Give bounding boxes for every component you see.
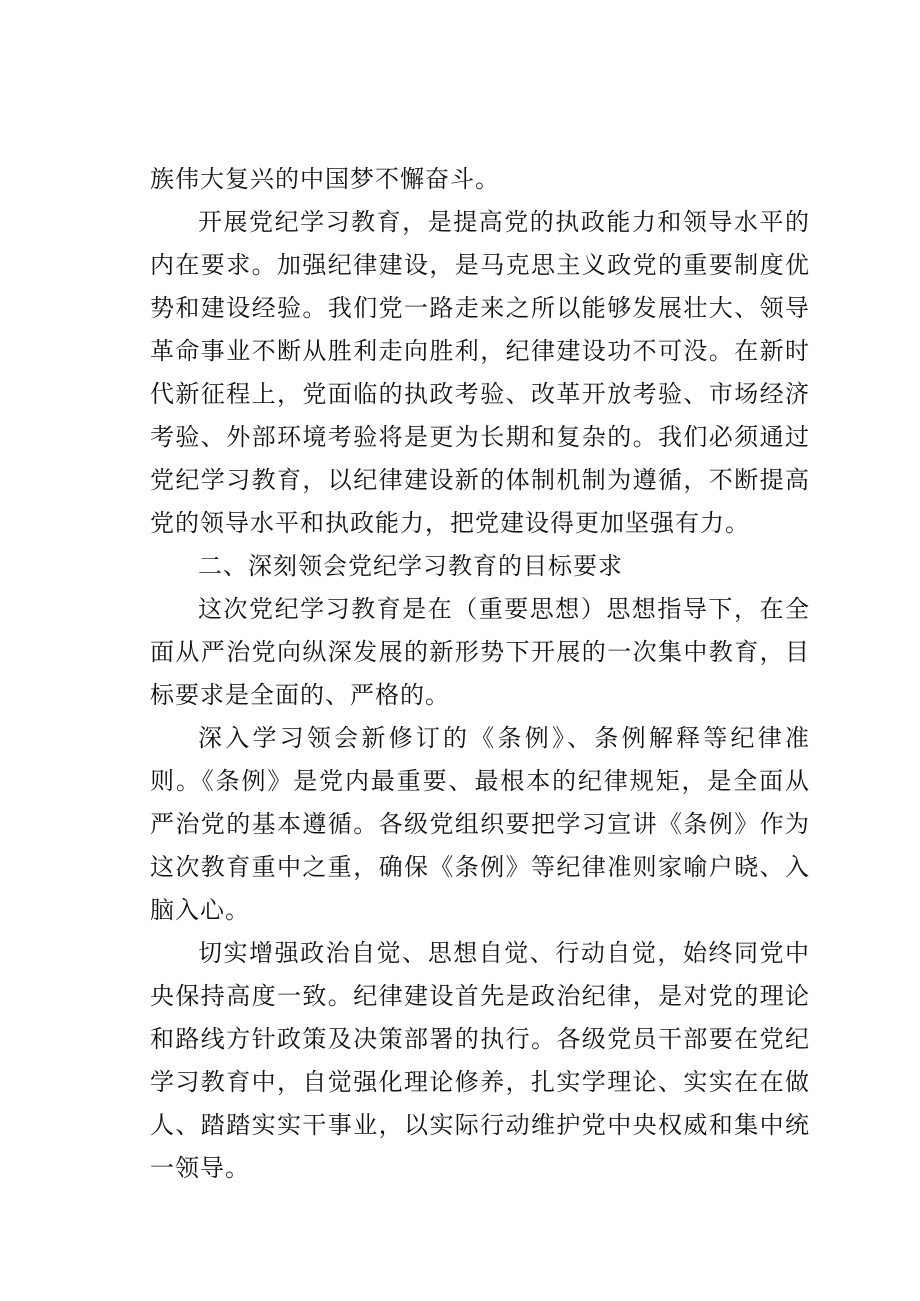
section-heading: 二、深刻领会党纪学习教育的目标要求 — [198, 552, 623, 580]
paragraph-political-awareness: 切实增强政治自觉、思想自觉、行动自觉，始终同党中央保持高度一致。纪律建设首先是政治纪律，是对党的理论和路线方针政策及决策部署的执行。各级党员干部要在党纪学习教育中，自觉强化理论修养，扎实学理论、实实在在做人、踏踏实实干事业，以实际行动维护党中央权威和集中统一领导。 — [150, 939, 810, 1182]
document-body — [150, 158, 810, 1190]
paragraph-continuation: 族伟大复兴的中国梦不懈奋斗。 — [150, 165, 500, 193]
paragraph-study-regulations: 深入学习领会新修订的《条例》、条例解释等纪律准则。《条例》是党内最重要、最根本的纪律规矩，是全面从严治党的基本遵循。各级党组织要把学习宣讲《条例》作为这次教育重中之重，确保《条例》等纪律准则家喻户晓、入脑入心。 — [150, 724, 810, 924]
paragraph-discipline-education-purpose: 开展党纪学习教育，是提高党的执政能力和领导水平的内在要求。加强纪律建设，是马克思主义政党的重要制度优势和建设经验。我们党一路走来之所以能够发展壮大、领导革命事业不断从胜利走向胜利，纪律建设功不可没。在新时代新征程上，党面临的执政考验、改革开放考验、市场经济考验、外部环境考验将是更为长期和复杂的。我们必须通过党纪学习教育，以纪律建设新的体制机制为遵循，不断提高党的领导水平和执政能力，把党建设得更加坚强有力。 — [150, 208, 810, 537]
paragraph-goal-intro: 这次党纪学习教育是在（重要思想）思想指导下，在全面从严治党向纵深发展的新形势下开展的一次集中教育，目标要求是全面的、严格的。 — [150, 595, 810, 709]
